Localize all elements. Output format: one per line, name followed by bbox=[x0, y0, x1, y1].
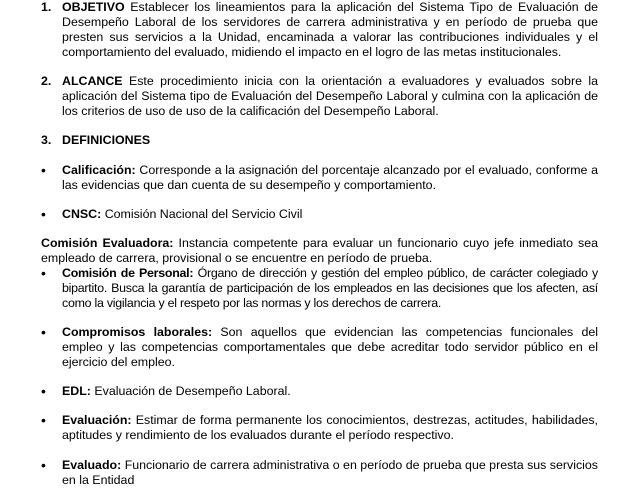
section-title: DEFINICIONES bbox=[62, 133, 151, 147]
definition-term: Comisión de Personal: bbox=[62, 266, 194, 280]
definition-term: Compromisos laborales: bbox=[62, 325, 213, 339]
definition-text: Son aquellos que evidencian las competencias funcionales del empleo y las competencias comportamentales que debe acreditar todo servidor público en el ejercicio del empleo. bbox=[62, 325, 598, 369]
definition-text: Comisión Nacional del Servicio Civil bbox=[104, 207, 303, 221]
bullet-icon: • bbox=[41, 383, 46, 399]
section-number: 1. bbox=[41, 0, 52, 14]
definition-cnsc bbox=[62, 207, 598, 222]
section-title: OBJETIVO bbox=[62, 0, 125, 14]
section-text: Establecer los lineamientos para la aplicación del Sistema Tipo de Evaluación de Desempeño Laboral de los servidores de carrera administrativa y en período de prueba que presten sus servicios a la Unidad, encaminada a valorar las contribuciones individuales y el comportamiento del evaluado, midiendo el impacto en el logro de las metas institucionales. bbox=[62, 0, 598, 59]
section-title: ALCANCE bbox=[62, 74, 123, 88]
bullet-icon: • bbox=[41, 324, 46, 340]
definition-term: Comisión Evaluadora: bbox=[41, 236, 174, 250]
definition-compromisos-laborales bbox=[62, 325, 598, 370]
definition-text: Estimar de forma permanente los conocimientos, destrezas, actitudes, habilidades, aptitudes y rendimiento de los evaluados durante el período respectivo. bbox=[62, 413, 598, 442]
section-number: 3. bbox=[41, 133, 52, 147]
section-definiciones bbox=[62, 133, 598, 148]
definition-text: Corresponde a la asignación del porcentaje alcanzado por el evaluado, conforme a las evidencias que dan cuenta de su desempeño y comportamiento. bbox=[62, 163, 598, 192]
definition-comision-evaluadora bbox=[41, 236, 598, 266]
definition-term: Calificación: bbox=[62, 163, 136, 177]
definition-text: Evaluación de Desempeño Laboral. bbox=[94, 384, 291, 398]
bullet-icon: • bbox=[41, 162, 46, 178]
definition-term: Evaluado: bbox=[62, 458, 122, 472]
bullet-icon: • bbox=[41, 206, 46, 222]
definition-evaluacion bbox=[62, 413, 598, 443]
definition-calificacion bbox=[62, 163, 598, 193]
section-objetivo bbox=[62, 0, 598, 60]
definition-term: EDL: bbox=[62, 384, 91, 398]
bullet-icon: • bbox=[41, 412, 46, 428]
section-number: 2. bbox=[41, 74, 52, 88]
definition-comision-personal bbox=[62, 266, 598, 311]
section-text: Este procedimiento inicia con la orientación a evaluadores y evaluados sobre la aplicación del Sistema tipo de Evaluación del Desempeño Laboral y culmina con la aplicación de los criterios de uso de uso de la calificación del Desempeño Laboral. bbox=[62, 74, 598, 118]
definition-term: Evaluación: bbox=[62, 413, 132, 427]
definition-term: CNSC: bbox=[62, 207, 102, 221]
definition-evaluado bbox=[62, 458, 598, 488]
definition-edl bbox=[62, 384, 598, 399]
bullet-icon: • bbox=[41, 457, 46, 473]
section-alcance bbox=[62, 74, 598, 119]
definition-text: Instancia competente para evaluar un funcionario cuyo jefe inmediato sea empleado de carrera, provisional o se encuentre en período de prueba. bbox=[41, 236, 598, 265]
definition-text: Funcionario de carrera administrativa o en período de prueba que presta sus servicios en la Entidad bbox=[62, 458, 598, 487]
bullet-icon: • bbox=[41, 265, 46, 281]
definition-text: Órgano de dirección y gestión del empleo público, de carácter colegiado y bipartito. Busca la garantía de participación de los empleados en las decisiones que los afecten, así como la vigilancia y el respeto por las normas y los derechos de carrera. bbox=[62, 266, 598, 310]
